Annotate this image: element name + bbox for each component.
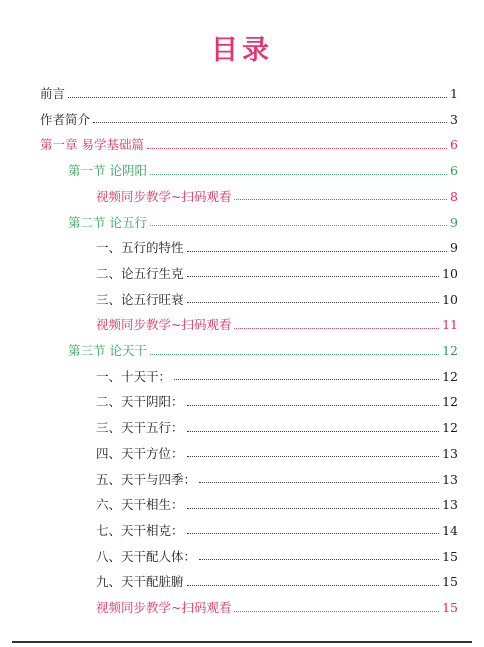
toc-entry-text[interactable] <box>40 85 458 103</box>
toc-entry-page-number: 12 <box>442 420 458 436</box>
toc-entry-page-number: 15 <box>442 548 458 564</box>
toc-entry-text[interactable] <box>96 445 458 463</box>
toc-entry-text[interactable] <box>96 291 458 309</box>
toc-entry-text[interactable] <box>96 573 458 591</box>
dot-leader <box>68 96 447 98</box>
toc-entry-label: 三、论五行旺衰 <box>96 291 184 307</box>
toc-entry-section[interactable] <box>68 342 458 360</box>
toc-entry-section[interactable] <box>68 214 458 232</box>
toc-entry-label: 作者简介 <box>40 111 91 127</box>
toc-entry-label: 视频同步教学~扫码观看 <box>96 188 232 204</box>
toc-entry-label: 四、天干方位： <box>96 445 184 461</box>
toc-entry-label: 八、天干配人体： <box>96 548 197 564</box>
toc-entry-text[interactable] <box>96 419 458 437</box>
dot-leader <box>174 378 439 380</box>
dot-leader <box>234 198 447 200</box>
toc-entry-page-number: 15 <box>442 574 458 590</box>
dot-leader <box>187 584 440 586</box>
dot-leader <box>187 404 440 406</box>
toc-entry-label: 视频同步教学~扫码观看 <box>96 317 232 333</box>
dot-leader <box>199 481 439 483</box>
toc-entry-page-number: 10 <box>442 265 458 281</box>
dot-leader <box>150 173 447 175</box>
toc-entry-section[interactable] <box>68 162 458 180</box>
toc-entry-chapter[interactable] <box>40 136 458 154</box>
toc-entry-label: 前言 <box>40 86 66 101</box>
toc-entry-page-number: 13 <box>442 497 458 513</box>
toc-entry-text[interactable] <box>40 111 458 129</box>
dot-leader <box>187 250 448 252</box>
toc-entry-label: 一、十天干： <box>96 368 172 384</box>
toc-entry-text[interactable] <box>96 496 458 514</box>
dot-leader <box>187 532 440 534</box>
toc-entry-page-number: 12 <box>442 368 458 384</box>
toc-entry-page-number: 12 <box>442 343 458 358</box>
toc-entry-label: 视频同步教学~扫码观看 <box>96 600 232 615</box>
toc-entry-text[interactable] <box>96 239 458 257</box>
toc-entry-label: 二、天干阴阳： <box>96 394 184 410</box>
toc-entry-video[interactable] <box>96 188 458 206</box>
toc-entry-page-number: 6 <box>450 163 458 179</box>
page-title: 目录 <box>211 35 273 66</box>
dot-leader <box>150 224 447 226</box>
toc-entry-label: 七、天干相克： <box>96 522 184 538</box>
toc-entry-page-number: 9 <box>450 240 458 256</box>
dot-leader <box>187 301 440 303</box>
bottom-rule <box>12 641 472 643</box>
toc-entry-video[interactable] <box>96 316 458 334</box>
toc-entry-page-number: 14 <box>442 522 458 538</box>
toc-entry-page-number: 15 <box>442 600 458 615</box>
toc-entry-page-number: 3 <box>450 111 458 127</box>
dot-leader <box>187 507 440 509</box>
toc-entry-text[interactable] <box>96 522 458 540</box>
toc-entry-page-number: 10 <box>442 291 458 307</box>
toc-entry-label: 一、五行的特性 <box>96 240 184 256</box>
toc-entry-page-number: 6 <box>450 137 458 153</box>
dot-leader <box>199 558 439 560</box>
toc-entry-label: 第三节 论天干 <box>68 343 147 358</box>
toc-entry-text[interactable] <box>96 548 458 566</box>
toc-entry-page-number: 12 <box>442 394 458 410</box>
dot-leader <box>187 430 440 432</box>
dot-leader <box>234 610 439 612</box>
toc-entry-label: 第二节 论五行 <box>68 214 147 230</box>
toc-entry-page-number: 13 <box>442 471 458 487</box>
dot-leader <box>147 147 447 149</box>
toc-entry-page-number: 1 <box>450 86 458 101</box>
toc-entry-page-number: 8 <box>450 188 458 204</box>
dot-leader <box>150 353 439 355</box>
dot-leader <box>234 327 439 329</box>
dot-leader <box>187 455 440 457</box>
dot-leader <box>93 121 447 123</box>
toc-entry-text[interactable] <box>96 471 458 489</box>
toc-entry-label: 六、天干相生： <box>96 497 184 513</box>
toc-entry-text[interactable] <box>96 265 458 283</box>
toc-entry-text[interactable] <box>96 393 458 411</box>
toc-entry-video[interactable] <box>96 599 458 617</box>
toc-entry-label: 九、天干配脏腑 <box>96 574 184 590</box>
toc-entry-label: 五、天干与四季： <box>96 471 197 487</box>
toc-entry-page-number: 11 <box>442 317 458 333</box>
toc-entry-label: 二、论五行生克 <box>96 265 184 281</box>
toc-entry-label: 第一章 易学基础篇 <box>40 137 144 153</box>
dot-leader <box>187 275 440 277</box>
toc-entry-label: 第一节 论阴阳 <box>68 163 147 179</box>
toc-entry-text[interactable] <box>96 368 458 386</box>
toc-entry-page-number: 13 <box>442 445 458 461</box>
toc-entry-label: 三、天干五行： <box>96 420 184 436</box>
toc-entry-page-number: 9 <box>450 214 458 230</box>
